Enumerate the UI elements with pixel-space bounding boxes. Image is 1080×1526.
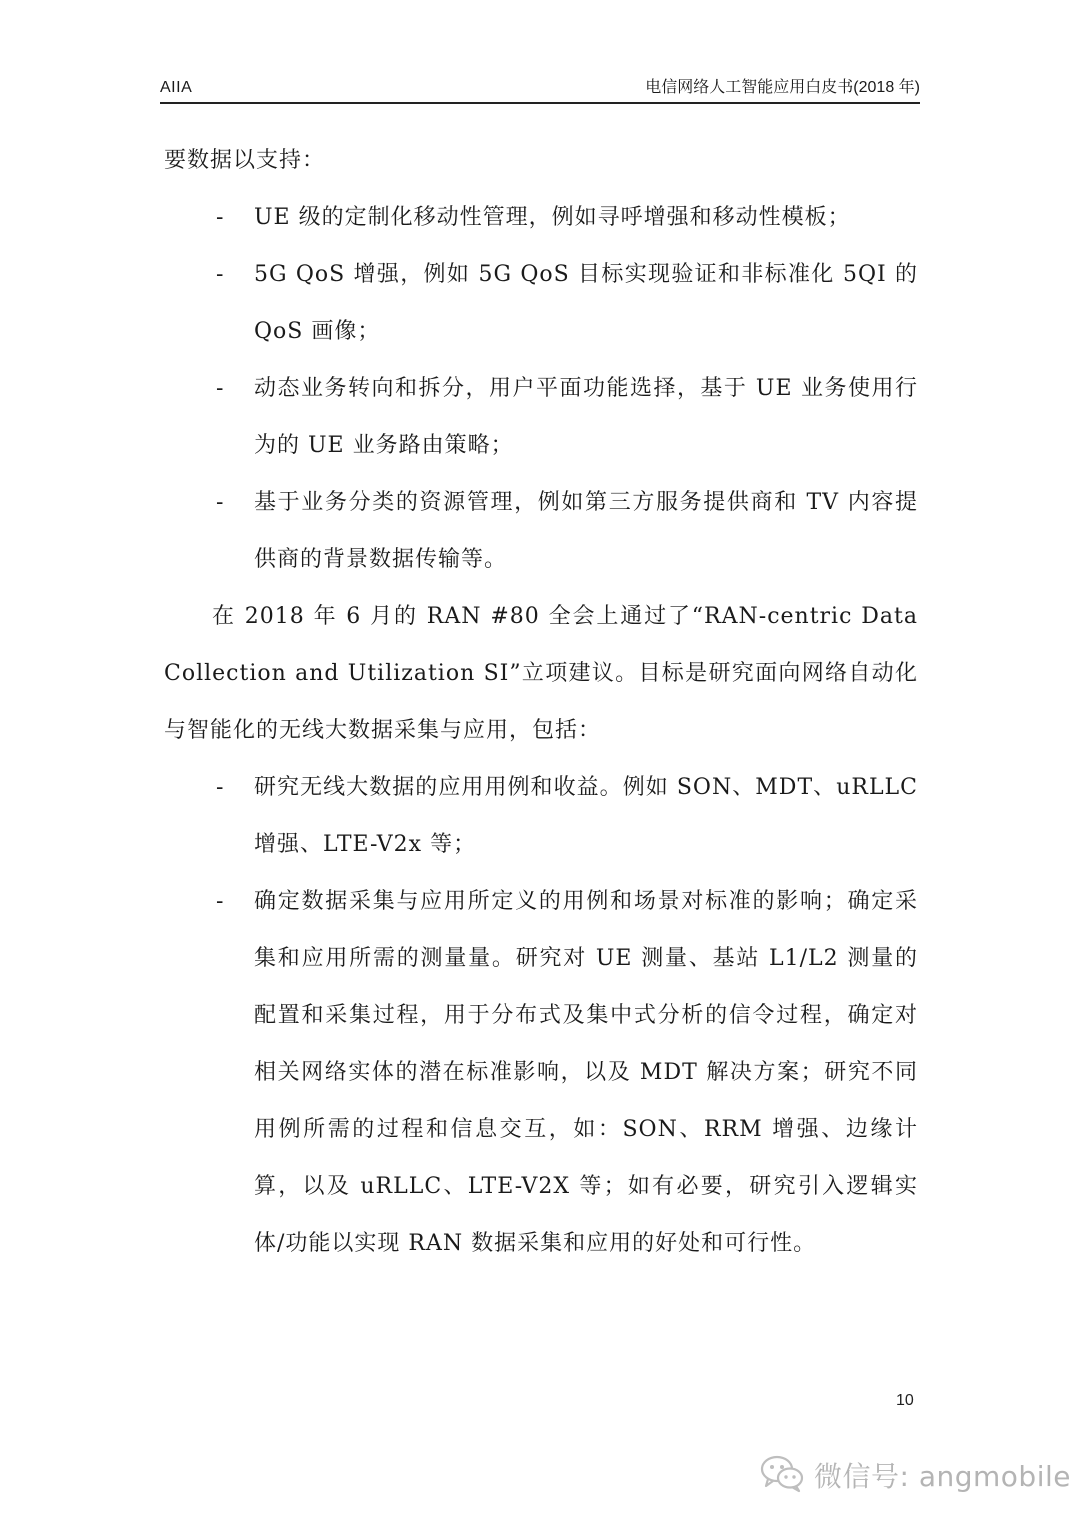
list-item [164, 873, 918, 1272]
header-title: 电信网络人工智能应用白皮书(2018 年) [645, 79, 920, 96]
list-item [164, 474, 918, 588]
list-item [164, 189, 918, 246]
bullet-dash: - [216, 376, 225, 401]
list-item-text: 研究无线大数据的应用用例和收益。例如 SON、MDT、uRLLC 增强、LTE-V2x 等； [254, 775, 918, 857]
bullet-dash: - [216, 889, 225, 914]
list-item [164, 360, 918, 474]
list-item-text: 确定数据采集与应用所定义的用例和场景对标准的影响；确定采集和应用所需的测量量。研究对 UE 测量、基站 L1/L2 测量的配置和采集过程，用于分布式及集中式分析的信令过程，确定对相关网络实体的潜在标准影响，以及 MDT 解决方案；研究不同用例所需的过程和信息交互，如：SON、RRM 增强、边缘计算，以及 uRLLC、LTE-V2X 等；如有必要，研究引入逻辑实体/功能以实现 RAN 数据采集和应用的好处和可行性。 [254, 889, 918, 1256]
list-item [164, 759, 918, 873]
list-item-text: 5G QoS 增强，例如 5G QoS 目标实现验证和非标准化 5QI 的 QoS 画像； [254, 262, 918, 344]
body-paragraph: 在 2018 年 6 月的 RAN #80 全会上通过了“RAN-centric Data Collection and Utilization SI”立项建议。目标是研究面向网络自动化与智能化的无线大数据采集与应用，包括： [164, 604, 918, 743]
watermark-text: 微信号: angmobile [814, 1460, 1071, 1493]
watermark [760, 1450, 1071, 1500]
page-header [160, 76, 920, 104]
bullet-dash: - [216, 775, 225, 800]
page-number: 10 [896, 1392, 914, 1409]
list-item-text: UE 级的定制化移动性管理，例如寻呼增强和移动性模板； [254, 205, 851, 230]
wechat-icon [760, 1453, 804, 1497]
bullet-dash: - [216, 490, 225, 515]
bullet-dash: - [216, 205, 225, 230]
list-item-text: 基于业务分类的资源管理，例如第三方服务提供商和 TV 内容提供商的背景数据传输等。 [254, 490, 918, 572]
header-org: AIIA [160, 79, 193, 96]
intro-line: 要数据以支持： [164, 148, 326, 173]
bullet-list-1 [164, 189, 918, 588]
bullet-dash: - [216, 262, 225, 287]
list-item-text: 动态业务转向和拆分，用户平面功能选择，基于 UE 业务使用行为的 UE 业务路由策略； [254, 376, 918, 458]
bullet-list-2 [164, 759, 918, 1272]
list-item [164, 246, 918, 360]
document-body [164, 132, 918, 1272]
